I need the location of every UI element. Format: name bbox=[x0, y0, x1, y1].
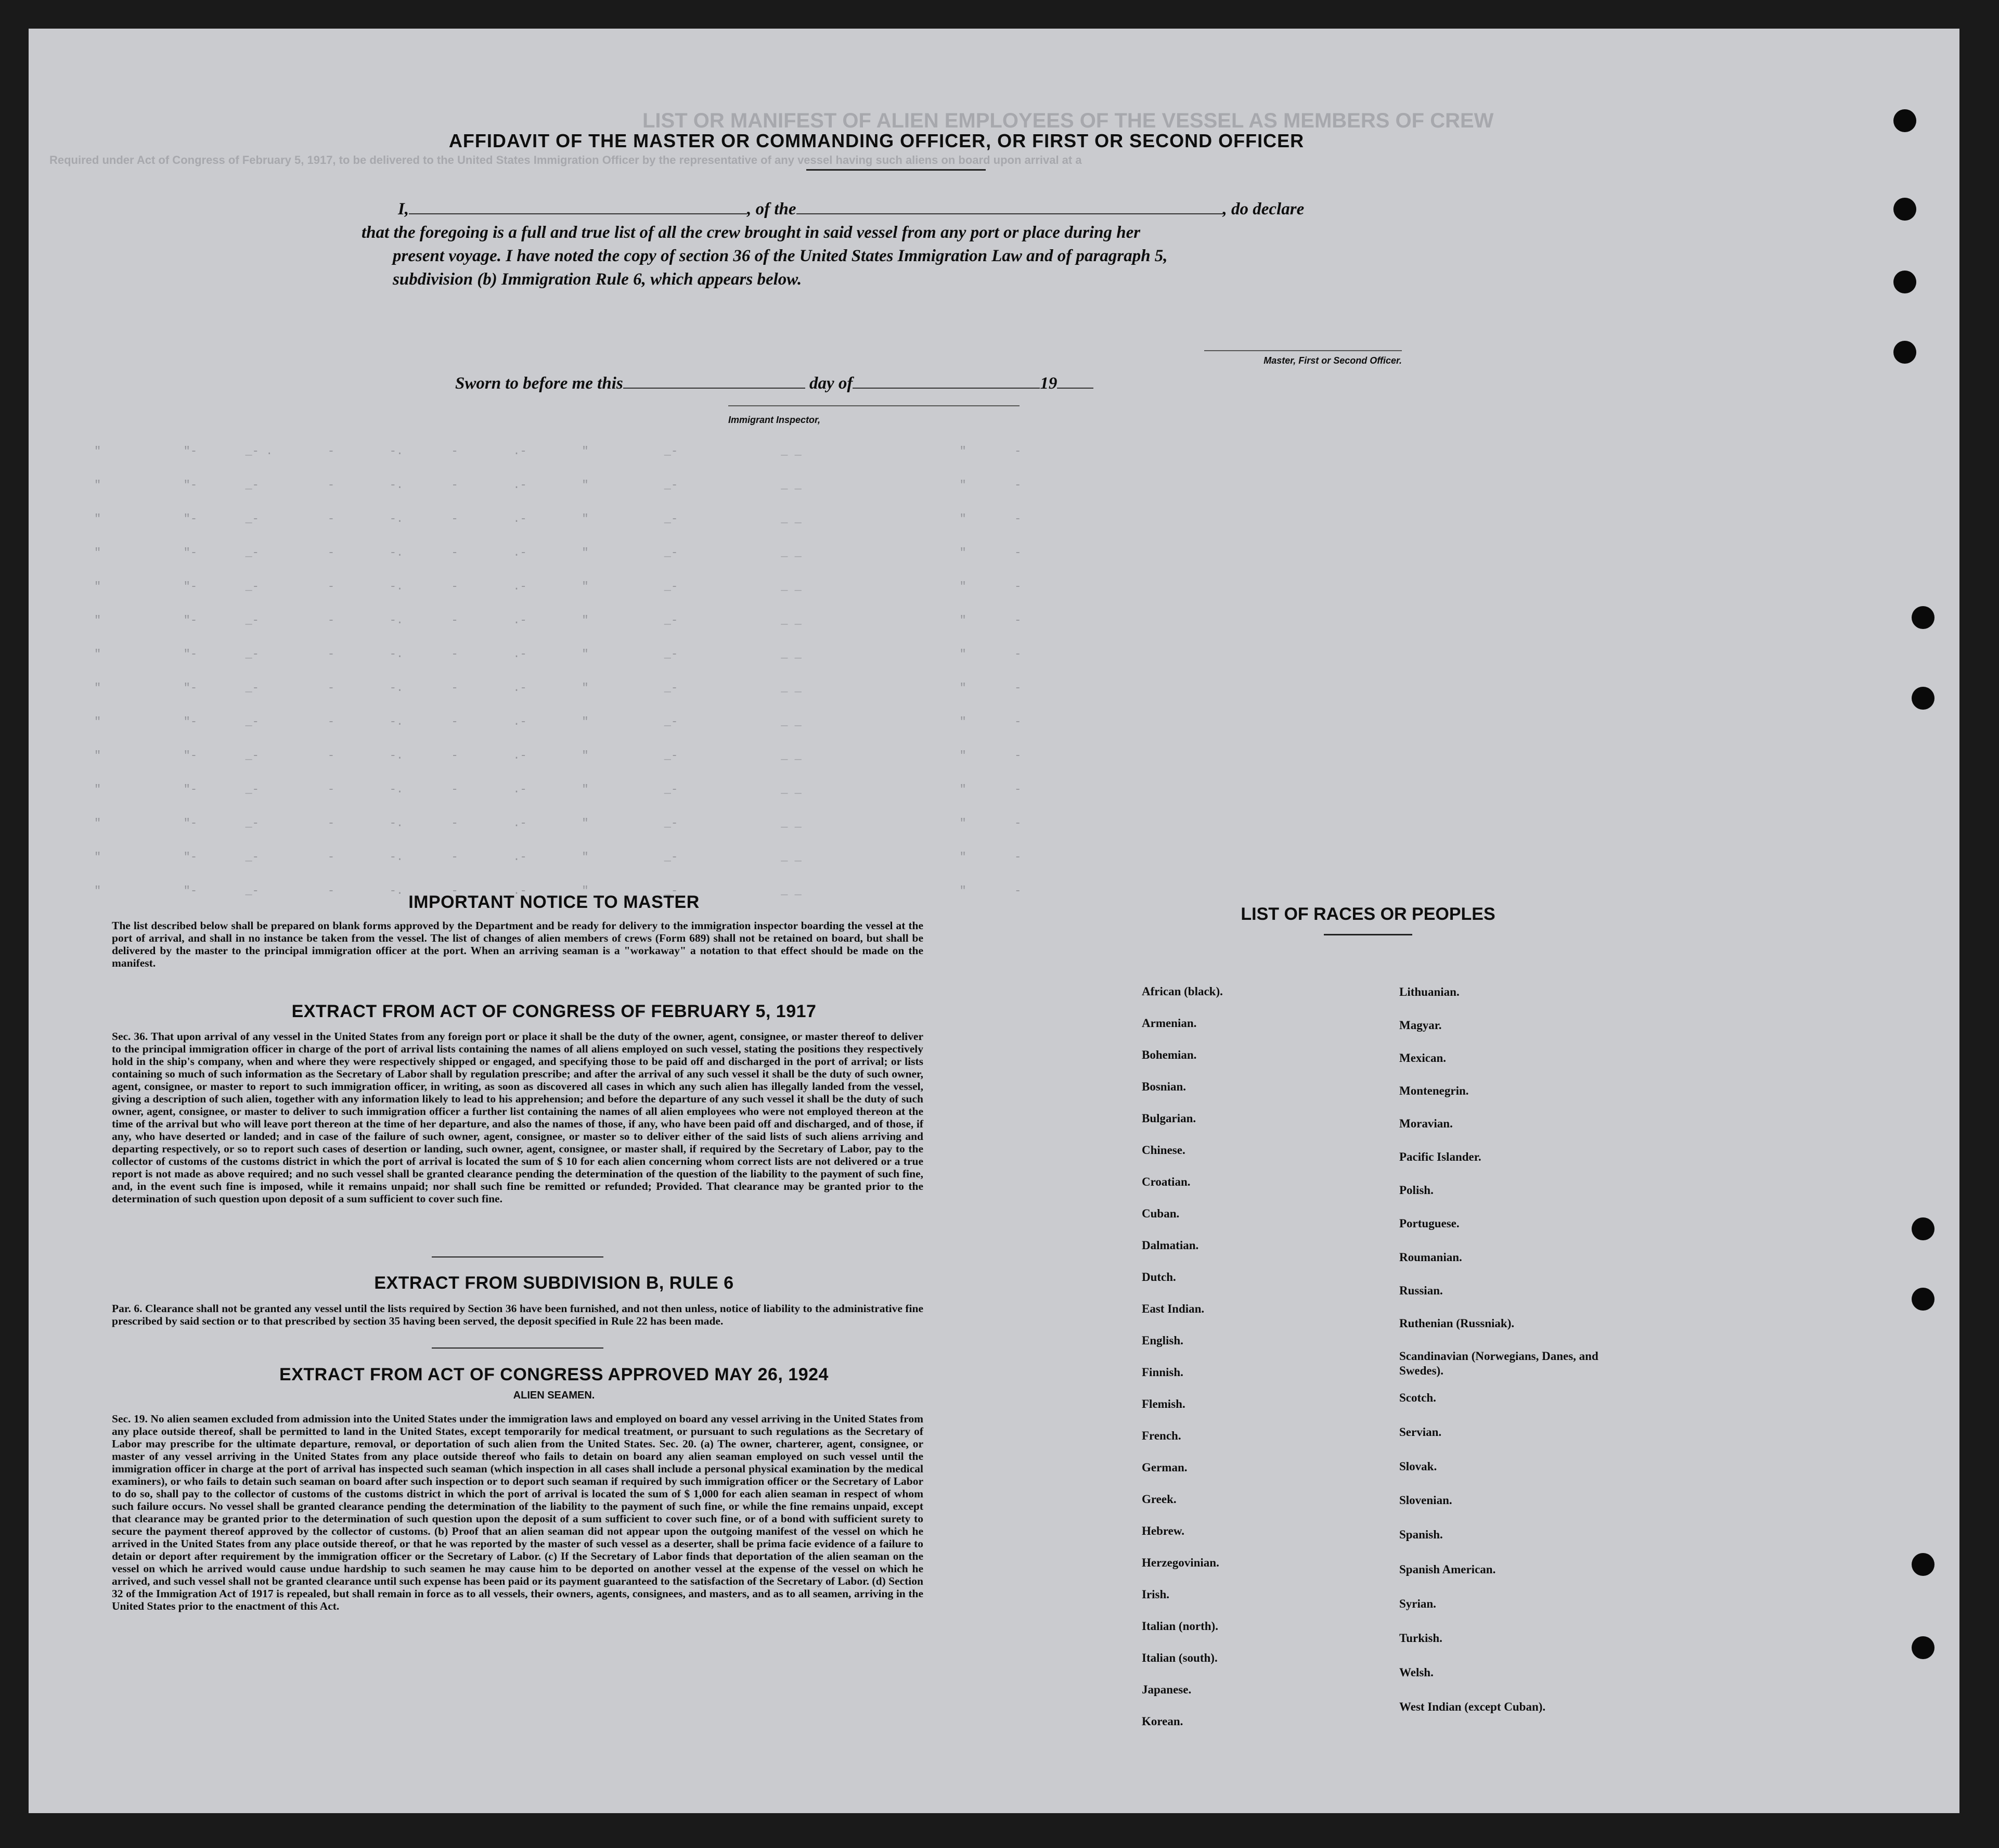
race-item: Russian. bbox=[1399, 1284, 1443, 1297]
affidavit-declaration bbox=[362, 198, 1417, 291]
extract-rule6-rule bbox=[432, 1348, 603, 1349]
sworn-prefix: Sworn to before me this bbox=[455, 374, 623, 393]
race-item: Lithuanian. bbox=[1399, 985, 1460, 998]
race-item: Spanish. bbox=[1399, 1528, 1443, 1541]
race-item: German. bbox=[1142, 1461, 1188, 1474]
extract-1924-title: EXTRACT FROM ACT OF CONGRESS APPROVED MAY 26, 1924 bbox=[279, 1365, 829, 1384]
race-item: Irish. bbox=[1142, 1588, 1170, 1601]
race-item: Portuguese. bbox=[1399, 1217, 1460, 1230]
master-signature-caption: Master, First or Second Officer. bbox=[1263, 355, 1402, 366]
extract-rule6-title: EXTRACT FROM SUBDIVISION B, RULE 6 bbox=[374, 1273, 734, 1293]
race-item: English. bbox=[1142, 1334, 1183, 1347]
race-item: Roumanian. bbox=[1399, 1251, 1462, 1264]
inspector-caption: Immigrant Inspector, bbox=[728, 415, 821, 425]
sworn-year-field[interactable] bbox=[1057, 388, 1093, 389]
race-item: Armenian. bbox=[1142, 1017, 1197, 1030]
race-item: Italian (south). bbox=[1142, 1651, 1218, 1664]
race-item: French. bbox=[1142, 1429, 1181, 1442]
race-item: Croatian. bbox=[1142, 1175, 1191, 1188]
affidavit-title-rule bbox=[806, 169, 986, 171]
race-item: Ruthenian (Russniak). bbox=[1399, 1317, 1515, 1330]
race-item: Servian. bbox=[1399, 1426, 1442, 1439]
race-item: African (black). bbox=[1142, 985, 1223, 998]
notice-title: IMPORTANT NOTICE TO MASTER bbox=[408, 892, 700, 912]
notice-body: The list described below shall be prepared on blank forms approved by the Department and be ready for delivery to the immigration inspector boarding the vessel at the port of arrival, and shall in no instance be taken from the vessel. The list of changes of alien members of crews (Form 689) shall not be retained on board, but shall be delivered by the master to the principal immigration officer at the port. When an arriving seaman is a "workaway" a notation to that effect should be made on the manifest. bbox=[112, 919, 923, 969]
race-item: Welsh. bbox=[1399, 1666, 1434, 1679]
race-item: Moravian. bbox=[1399, 1117, 1453, 1130]
bleed-through-subheading: Required under Act of Congress of February 5, 1917, to be delivered to the United States Immigration Officer by the representative of any vessel having such aliens on board upon arrival at a bbox=[49, 153, 1082, 166]
extract-rule6-body: Par. 6. Clearance shall not be granted any vessel until the lists required by Section 36 have been furnished, and not then unless, notice of liability to the administrative fine prescribed by said section or to that prescribed by section 35 having been served, the deposit specified in Rule 22 has been made. bbox=[112, 1302, 923, 1327]
sworn-year: 19 bbox=[1040, 374, 1057, 393]
affidavit-do-declare: , do declare bbox=[1222, 200, 1305, 219]
affidavit-title: AFFIDAVIT OF THE MASTER OR COMMANDING OFFICER, OR FIRST OR SECOND OFFICER bbox=[448, 130, 1305, 151]
binder-hole-icon bbox=[1912, 1636, 1934, 1659]
race-item: Turkish. bbox=[1399, 1632, 1442, 1645]
bleed-through-heading: LIST OR MANIFEST OF ALIEN EMPLOYEES OF THE VESSEL AS MEMBERS OF CREW bbox=[642, 109, 1494, 132]
sworn-day-field[interactable] bbox=[623, 388, 805, 389]
sworn-line bbox=[455, 372, 1183, 395]
race-item: Chinese. bbox=[1142, 1144, 1185, 1157]
affidavit-of: , of the bbox=[747, 200, 796, 219]
binder-hole-icon bbox=[1912, 1553, 1934, 1576]
extract-1924-body: Sec. 19. No alien seamen excluded from admission into the United States under the immigration laws and employed on board any vessel arriving in the United States from any place outside thereof, shall be permitted to land in the United States, except temporarily for medical treatment, or pursuant to such regulations as the Secretary of Labor may prescribe for the ultimate departure, removal, or deportation of such alien from the United States. Sec. 20. (a) The owner, charterer, agent, consignee, or master of any vessel arriving in the United States from any place outside thereof who fails to detain on board any alien seaman employed on such vessel until the immigration officer in charge at the port of arrival has inspected such seaman (which inspection in all cases shall include a personal physical examination by the medical examiners), or who fails to detain such seaman on board after such inspection or to deport such seaman if required by such immigration officer or the Secretary of Labor to do so, shall pay to the collector of customs of the customs district in which the port of arrival is located the sum of $ 1,000 for each alien seaman in respect of whom such failure occurs. No vessel shall be granted clearance pending the determination of the liability to the payment of such fine, or while the fine remains unpaid, except that clearance may be granted prior to the determination of such question upon the deposit of a sum sufficient to cover such fine, or of a bond with sufficient surety to secure the payment thereof approved by the collector of customs. (b) Proof that an alien seaman did not appear upon the outgoing manifest of the vessel on which he arrived in the United States from any place outside thereof, or that he was reported by the master of such vessel as a deserter, shall be prima facie evidence of a failure to detain or deport after requirement by the immigration officer or the Secretary of Labor. (c) If the Secretary of Labor finds that deportation of the alien seaman on the vessel on which he arrived would cause undue hardship to such seamen he may cause him to be deported on another vessel at the expense of the vessel on which he arrived, and such vessel shall not be granted clearance until such expense has been paid or its payment guaranteed to the satisfaction of the Secretary of Labor. (d) Section 32 of the Immigration Act of 1917 is repealed, but shall remain in force as to all vessels, their owners, agents, consignees, and masters, and as to all seamen, arriving in the United States prior to the enactment of this Act. bbox=[112, 1413, 923, 1612]
binder-hole-icon bbox=[1893, 109, 1916, 132]
races-title-rule bbox=[1324, 934, 1412, 935]
race-item: Polish. bbox=[1399, 1184, 1434, 1197]
sworn-month-field[interactable] bbox=[853, 388, 1040, 389]
extract-1917-title: EXTRACT FROM ACT OF CONGRESS OF FEBRUARY 5, 1917 bbox=[291, 1002, 817, 1021]
race-item: Flemish. bbox=[1142, 1397, 1185, 1410]
binder-hole-icon bbox=[1912, 606, 1934, 629]
bleed-through-columns: " "- _- . - -. - .- " _- _ _ " - " "- _- - -. - .- " _- _ _ " - " "- _- - -. - .- " _- _ _ " - " "- _- - -. - .- " _- _ _ " - " "- _- - -. - .- " _- _ _ " - " "- _- - -. - .- " _- _ _ " - " "- _- - -. - .- " _- _ _ " - " "- _- - -. - .- " _- _ _ " - " "- _- - -. - .- " _- _ _ " - " "- _- - -. - .- " _- _ _ " - " "- _- - -. - .- " _- _ _ " - " "- _- - -. - .- " _- _ _ " - " "- _- - -. - .- " _- _ _ " - " "- _- - -. - .- " _- _ _ " - bbox=[94, 445, 1022, 897]
race-item: Scandinavian (Norwegians, Danes, and Swedes). bbox=[1399, 1350, 1598, 1377]
affidavit-line-2: that the foregoing is a full and true list of all the crew brought in said vessel from any port or place during her bbox=[362, 223, 1141, 242]
race-item: Pacific Islander. bbox=[1399, 1150, 1481, 1163]
race-item: Greek. bbox=[1142, 1493, 1177, 1506]
master-name-field[interactable] bbox=[409, 213, 747, 214]
binder-hole-icon bbox=[1893, 341, 1916, 364]
race-item: Spanish American. bbox=[1399, 1563, 1496, 1576]
extract-1917-body: Sec. 36. That upon arrival of any vessel in the United States from any foreign port or place it shall be the duty of the owner, agent, consignee, or master thereof to deliver to the principal immigration officer in charge of the port of arrival lists containing the names of all aliens employed on such vessel, stating the positions they respectively hold in the ship's company, when and where they were respectively shipped or engaged, and specifying those to be paid off and discharged in the port of arrival; or lists containing so much of such information as the Secretary of Labor shall by regulation prescribe; and after the arrival of any such vessel it shall be the duty of such owner, agent, consignee, or master to report to such immigration officer, in writing, as soon as discovered all cases in which any such alien has illegally landed from the vessel, giving a description of such alien, together with any information likely to lead to his apprehension; and before the departure of any such vessel it shall be the duty of such owner, agent, consignee, or master to deliver to such immigration officer a further list containing the names of all alien employees who were not employed thereon at the time of the arrival but who will leave port thereon at the time of her departure, and also the names of those, if any, who have been paid off and discharged, and of those, if any, who have deserted or landed; and in case of the failure of such owner, agent, consignee, or master so to deliver either of the said lists of such aliens arriving and departing respectively, or so to report such cases of desertion or landing, such owner, agent, consignee, or master shall, if required by the Secretary of Labor, pay to the collector of customs of the customs district in which the port of arrival is located the sum of $ 10 for each alien concerning whom correct lists are not delivered or a true report is not made as above required; and no such vessel shall be granted clearance pending the determination of the question of the liability to the payment of such fine, and, in the event such fine is imposed, while it remains unpaid; nor shall such fine be remitted or refunded; Provided. That clearance may be granted prior to the determination of such question upon deposit of a sum sufficient to cover such fine. bbox=[112, 1030, 923, 1205]
sworn-day-of: day of bbox=[809, 374, 853, 393]
inspector-signature-line[interactable] bbox=[728, 405, 1020, 406]
binder-hole-icon bbox=[1912, 1288, 1934, 1311]
race-item: Herzegovinian. bbox=[1142, 1556, 1219, 1569]
race-item: Bosnian. bbox=[1142, 1080, 1186, 1093]
race-item: Magyar. bbox=[1399, 1019, 1442, 1032]
binder-hole-icon bbox=[1893, 198, 1916, 221]
race-item: Mexican. bbox=[1399, 1051, 1447, 1064]
master-signature-line[interactable] bbox=[1204, 350, 1402, 351]
race-item: Finnish. bbox=[1142, 1366, 1183, 1379]
race-item: Japanese. bbox=[1142, 1683, 1192, 1696]
affidavit-line-3: present voyage. I have noted the copy of section 36 of the United States Immigration Law and of paragraph 5, bbox=[393, 247, 1168, 265]
extract-1924-subtitle: ALIEN SEAMEN. bbox=[513, 1390, 595, 1401]
race-item: Hebrew. bbox=[1142, 1524, 1184, 1537]
race-item: Dalmatian. bbox=[1142, 1239, 1199, 1252]
race-item: Korean. bbox=[1142, 1715, 1183, 1728]
binder-hole-icon bbox=[1912, 687, 1934, 710]
race-item: Syrian. bbox=[1399, 1597, 1436, 1610]
races-title: LIST OF RACES OR PEOPLES bbox=[1241, 904, 1495, 924]
race-item: Montenegrin. bbox=[1399, 1084, 1469, 1097]
race-item: Cuban. bbox=[1142, 1207, 1180, 1220]
affidavit-line-4: subdivision (b) Immigration Rule 6, which appears below. bbox=[393, 270, 802, 289]
race-item: Dutch. bbox=[1142, 1270, 1176, 1284]
race-item: West Indian (except Cuban). bbox=[1399, 1700, 1546, 1713]
race-item: Slovak. bbox=[1399, 1460, 1437, 1473]
extract-1917-rule bbox=[432, 1256, 603, 1257]
vessel-name-field[interactable] bbox=[796, 213, 1223, 214]
race-item: Scotch. bbox=[1399, 1391, 1436, 1404]
affidavit-pronoun: I, bbox=[398, 200, 409, 219]
race-item: Bohemian. bbox=[1142, 1048, 1197, 1061]
manifest-page bbox=[29, 29, 1959, 1813]
race-item: East Indian. bbox=[1142, 1302, 1205, 1315]
binder-hole-icon bbox=[1893, 271, 1916, 293]
race-item: Slovenian. bbox=[1399, 1494, 1452, 1507]
binder-hole-icon bbox=[1912, 1217, 1934, 1240]
race-item: Italian (north). bbox=[1142, 1620, 1218, 1633]
race-item: Bulgarian. bbox=[1142, 1112, 1196, 1125]
